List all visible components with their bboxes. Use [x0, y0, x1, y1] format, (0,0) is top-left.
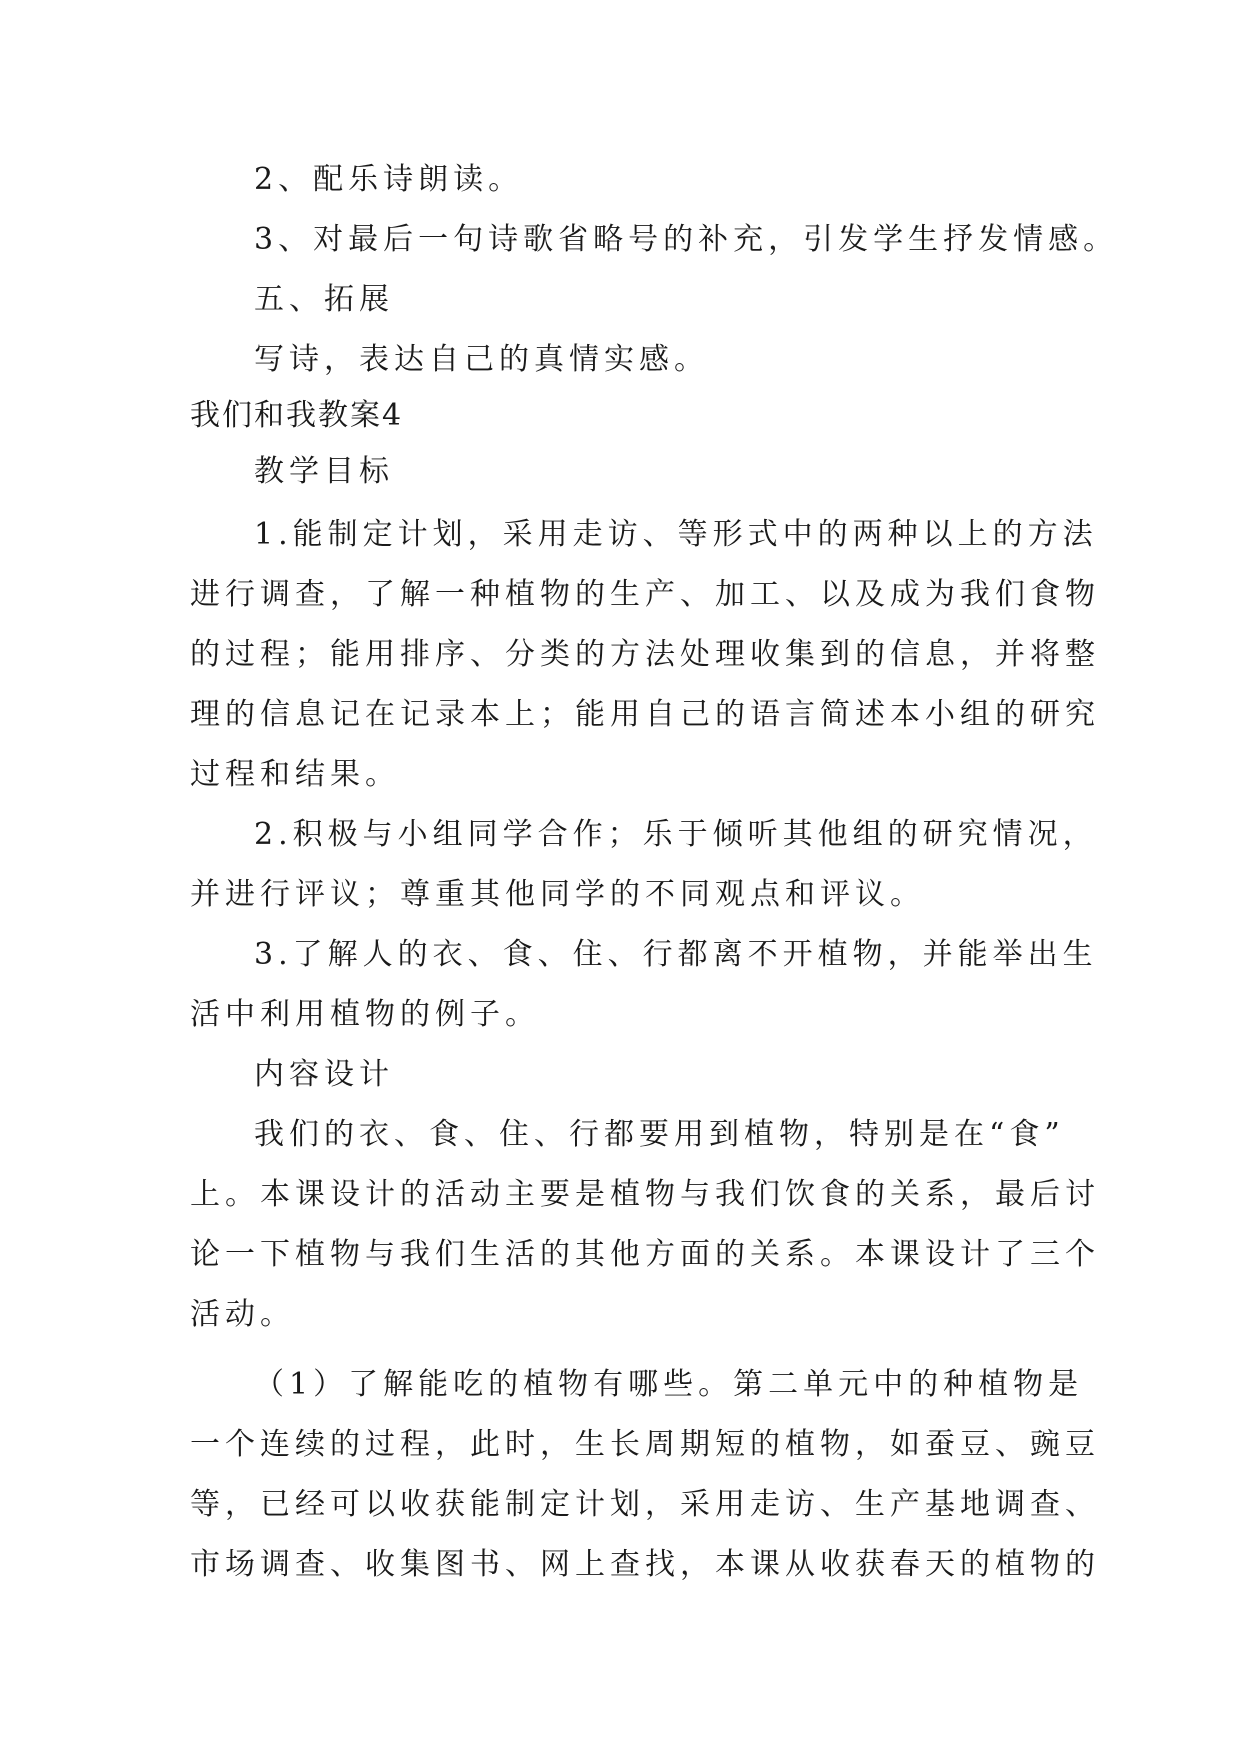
- section-heading: 内容设计: [254, 1057, 394, 1092]
- paragraph-line: 3.了解人的衣、食、住、行都离不开植物，并能举出生: [254, 937, 1098, 972]
- paragraph-line: 等，已经可以收获能制定计划，采用走访、生产基地调查、: [190, 1487, 1100, 1522]
- paragraph-line: （1）了解能吃的植物有哪些。第二单元中的种植物是: [254, 1367, 1084, 1402]
- paragraph-line: 过程和结果。: [190, 757, 400, 792]
- paragraph-line: 活中利用植物的例子。: [190, 997, 540, 1032]
- paragraph-line: 的过程；能用排序、分类的方法处理收集到的信息，并将整: [190, 637, 1100, 672]
- section-heading: 教学目标: [254, 454, 394, 489]
- paragraph-line: 写诗，表达自己的真情实感。: [254, 342, 709, 377]
- paragraph-line: 活动。: [190, 1297, 295, 1332]
- paragraph-line: 上。本课设计的活动主要是植物与我们饮食的关系，最后讨: [190, 1177, 1100, 1212]
- paragraph-line: 2、配乐诗朗读。: [254, 162, 524, 197]
- paragraph-line: 理的信息记在记录本上；能用自己的语言简述本小组的研究: [190, 697, 1100, 732]
- paragraph-line: 2.积极与小组同学合作；乐于倾听其他组的研究情况，: [254, 817, 1098, 852]
- section-heading: 五、拓展: [254, 282, 394, 317]
- paragraph-line: 并进行评议；尊重其他同学的不同观点和评议。: [190, 877, 925, 912]
- paragraph-line: 进行调查，了解一种植物的生产、加工、以及成为我们食物: [190, 577, 1100, 612]
- paragraph-line: 市场调查、收集图书、网上查找，本课从收获春天的植物的: [190, 1547, 1100, 1582]
- paragraph-line: 3、对最后一句诗歌省略号的补充，引发学生抒发情感。: [254, 222, 1119, 257]
- document-title: 我们和我教案4: [190, 398, 404, 433]
- paragraph-line: 1.能制定计划，采用走访、等形式中的两种以上的方法: [254, 517, 1098, 552]
- paragraph-line: 论一下植物与我们生活的其他方面的关系。本课设计了三个: [190, 1237, 1100, 1272]
- paragraph-line: 一个连续的过程，此时，生长周期短的植物，如蚕豆、豌豆: [190, 1427, 1100, 1462]
- paragraph-line: 我们的衣、食、住、行都要用到植物，特别是在“食”: [254, 1117, 1065, 1152]
